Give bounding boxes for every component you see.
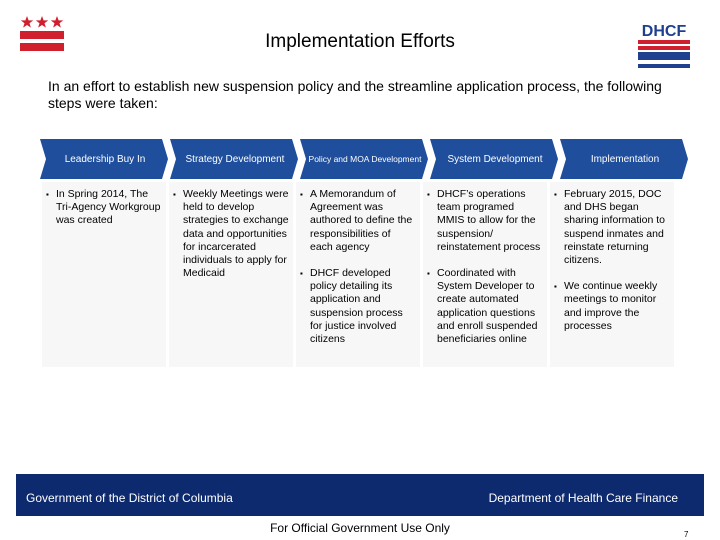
column-leadership <box>42 182 166 367</box>
footer-left-text: Government of the District of Columbia <box>26 491 233 505</box>
official-use-notice: For Official Government Use Only <box>270 521 450 535</box>
column-system <box>423 182 547 367</box>
footer-bar <box>16 474 704 516</box>
step-label-strategy: Strategy Development <box>185 153 285 165</box>
step-label-implementation: Implementation <box>590 153 660 165</box>
column-strategy <box>169 182 293 367</box>
step-label-leadership: Leadership Buy In <box>64 153 146 165</box>
footer-right-text: Department of Health Care Finance <box>488 491 678 505</box>
process-steps <box>40 139 690 179</box>
list-item: ▪ DHCF’s operations team programed MMIS to allow for the suspension/ reinstatement process <box>427 188 543 254</box>
column-implementation <box>550 182 674 367</box>
list-item: ▪ We continue weekly meetings to monitor and improve the processes <box>554 280 670 333</box>
list-item: ▪ In Spring 2014, The Tri-Agency Workgroup was created <box>46 188 162 228</box>
column-policy <box>296 182 420 367</box>
list-item: ▪ Weekly Meetings were held to develop strategies to exchange data and opportunities for incarcerated individuals to apply for Medicaid <box>173 188 289 280</box>
list-item: ▪ A Memorandum of Agreement was authored to define the responsibilities of each agency <box>300 188 416 254</box>
step-label-system: System Development <box>447 153 543 165</box>
list-item: ▪ DHCF developed policy detailing its application and suspension process for justice involved citizens <box>300 267 416 346</box>
svg-text:DHCF: DHCF <box>641 23 687 40</box>
step-label-policy: Policy and MOA Development <box>308 154 422 164</box>
page-title: Implementation Efforts <box>265 31 455 52</box>
intro-text: In an effort to establish new suspension policy and the streamline application process, the following steps were taken: <box>48 78 662 111</box>
list-item: ▪ Coordinated with System Developer to create automated application questions and enroll suspended beneficiaries online <box>427 267 543 346</box>
dhcf-logo <box>634 20 694 72</box>
page-number: 7 <box>684 530 689 539</box>
list-item: ▪ February 2015, DOC and DHS began sharing information to suspend inmates and reinstate returning citizens. <box>554 188 670 267</box>
